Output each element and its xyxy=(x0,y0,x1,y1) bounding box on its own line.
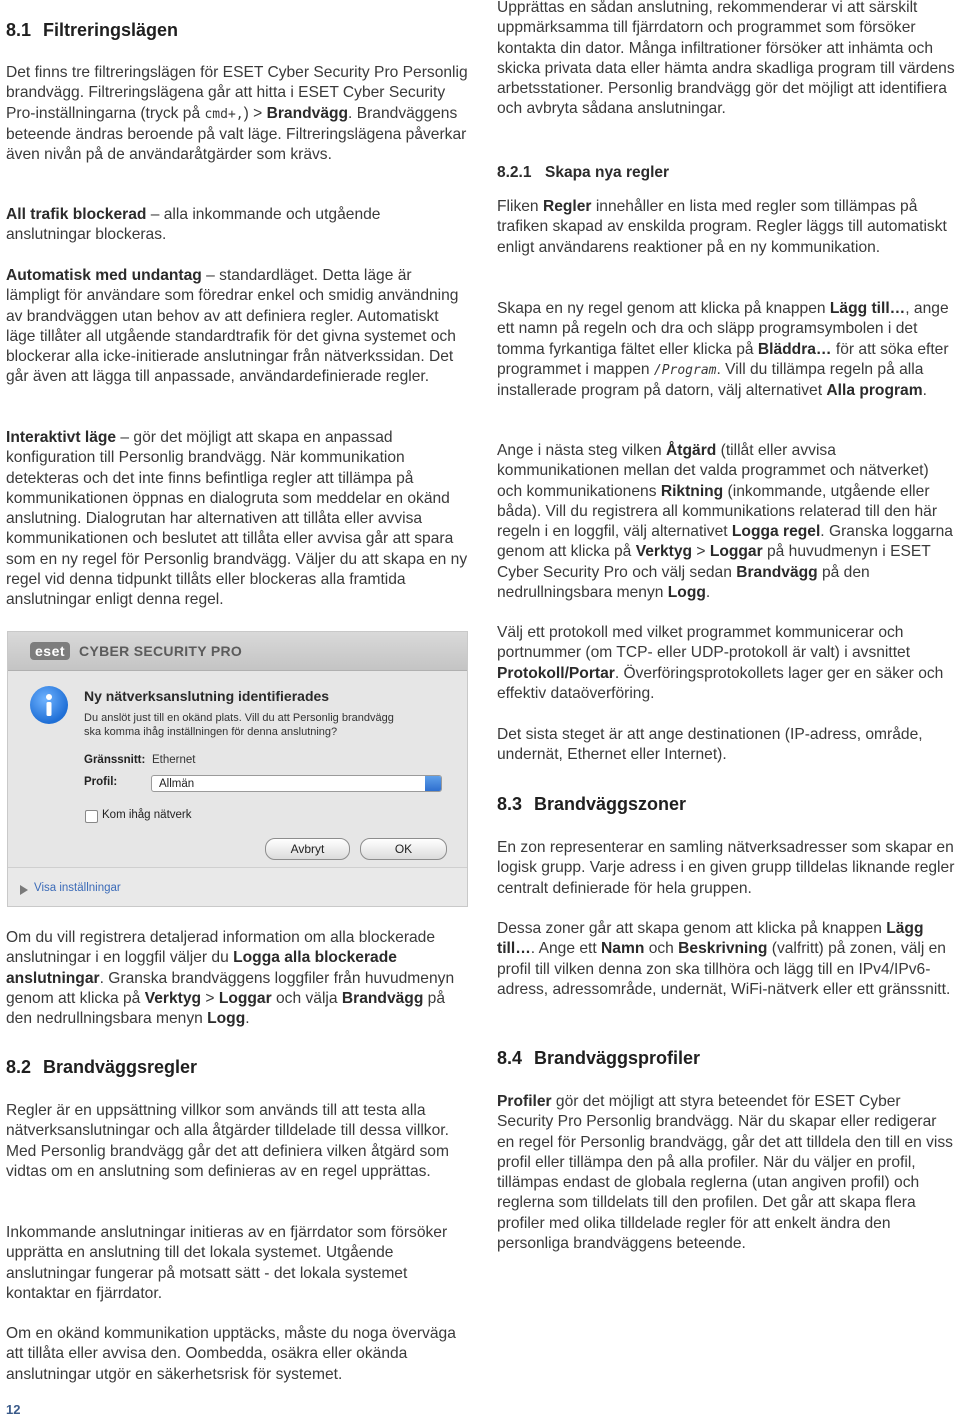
profiles-paragraph: Profiler gör det möjligt att styra beteendet för ESET Cyber Security Pro Personlig brandvägg. När du skapar eller redigerar en regel för Personlig brandvägg, går det att tilldela den till en viss profil eller tillämpa den på alla profiler. När du väljer en profil, tillämpas endast de globala reglerna (utan angiven profil) och reglerna som tilldelats till den profilen. Det går att skapa flera profiler med olika tilldelade regler för att enkelt ändra den personliga brandväggens beteende. xyxy=(497,1093,953,1253)
network-detected-dialog-screenshot xyxy=(7,631,468,907)
profile-select[interactable]: Allmän xyxy=(151,775,442,792)
select-arrows-icon xyxy=(425,776,441,791)
unknown-communication-paragraph: Om en okänd kommunikation upptäcks, måste du noga överväga att tillåta eller avvisa den. Oombedda, osäkra eller okända anslutningar utgör en säkerhetsrisk för systemet. xyxy=(6,1325,456,1383)
cancel-button[interactable]: Avbryt xyxy=(265,838,350,860)
section-8-1-heading: 8.1 Filtreringslägen xyxy=(6,20,179,40)
dialog-footer xyxy=(8,867,467,906)
show-settings-link[interactable]: Visa inställningar xyxy=(34,882,121,894)
interface-label: Gränssnitt: xyxy=(84,754,146,766)
remember-network-checkbox[interactable] xyxy=(85,810,98,823)
suspicious-connection-paragraph: Upprättas en sådan anslutning, rekommenderar vi att särskilt uppmärksamma till fjärrdatorn och programmet som försöker kontakta din dator. Många infiltrationer försöker att inhämta och skicka privata data eller hämta andra skadliga program till värdens arbetsstationer. Personlig brandvägg gör det möjligt att identifiera och avbryta sådana anslutningar. xyxy=(497,0,955,118)
dialog-header xyxy=(8,632,467,671)
section-8-4-heading: 8.4 Brandväggsprofiler xyxy=(497,1048,701,1068)
profile-label: Profil: xyxy=(84,776,118,788)
mode-automatic: Automatisk med undantag – standardläget. Detta läge är lämpligt för användare som föredrar enkel och smidig användning av brandväggen utan behov av att definiera regler. Automatiskt läge tillåter all utgående standardtrafik för det givna systemet och blockerar alla icke-initierade anslutningar från nätverkssidan. Det går även att lägga till anpassade, användardefinierade regler. xyxy=(6,267,459,386)
product-name: CYBER SECURITY PRO xyxy=(79,643,243,659)
section-8-2-heading: 8.2 Brandväggsregler xyxy=(6,1057,198,1077)
rules-tab-paragraph: Fliken Regler innehåller en lista med regler som tillämpas på trafiken skapad av enskilda program. Regler läggs till automatiskt enligt användarens reaktioner på en ny kommunikation. xyxy=(497,198,947,256)
interface-value: Ethernet xyxy=(152,754,196,766)
action-direction-paragraph: Ange i nästa steg vilken Åtgärd (tillåt eller avvisa kommunikationen mellan det valda programmet och nätverket) och kommunikationens Riktning (inkommande, utgående eller båda). Vill du registrera all kommunikations relaterad till den här regeln i en loggfil, välj alternativet Logga regel. Granska loggarna genom att klicka på Verktyg > Loggar på huvudmenyn i ESET Cyber Security Pro och välj sedan Brandvägg på den nedrullningsbara menyn Logg. xyxy=(497,442,953,602)
log-blocked-paragraph: Om du vill registrera detaljerad information om alla blockerade anslutningar i en loggfil väljer du Logga alla blockerade anslutningar. Granska brandväggens loggfiler från huvudmenyn genom att klicka på Verktyg > Loggar och välja Brandvägg på den nedrullningsbara menyn Logg. xyxy=(6,929,455,1028)
create-rule-paragraph: Skapa en ny regel genom att klicka på knappen Lägg till…, ange ett namn på regeln och dra och släpp programsymbolen i det tomma fyrkantiga fältet eller klicka på Bläddra… för att söka efter programmet i mappen /Program. Vill du tillämpa regeln på alla installerade program på datorn, välj alternativet Alla program. xyxy=(497,300,949,400)
section-8-3-heading: 8.3 Brandväggszoner xyxy=(497,794,687,814)
info-icon xyxy=(30,686,68,724)
eset-logo: eset xyxy=(30,642,70,660)
mode-all-blocked: All trafik blockerad – alla inkommande och utgående anslutningar blockeras. xyxy=(6,206,381,244)
disclosure-triangle-icon[interactable] xyxy=(20,885,28,895)
section-8-2-1-heading: 8.2.1 Skapa nya regler xyxy=(497,164,670,181)
create-zone-paragraph: Dessa zoner går att skapa genom att klicka på knappen Lägg till…. Ange ett Namn och Beskrivning (valfritt) på zonen, välj en profil till vilken denna zon ska tillhöra och lägg till en IPv4/IPv6-adress, adressområde, undernät, WiFi-nätverk eller ett gränssnitt. xyxy=(497,920,951,998)
destination-paragraph: Det sista steget är att ange destinationen (IP-adress, område, undernät, Ethernet eller Internet). xyxy=(497,726,923,764)
ok-button[interactable]: OK xyxy=(360,838,447,860)
mode-interactive: Interaktivt läge – gör det möjligt att skapa en anpassad konfiguration till Personlig brandvägg. När kommunikation detekteras och det inte finns befintliga regler att tillämpa på kommunikationen öppnas en dialogruta som meddelar en okänd anslutning. Dialogrutan har alternativen att tillåta eller avvisa kommunikationen och beslutet att tillåta eller avvisa går att spara som en ny regel för Personlig brandvägg. Väljer du att skapa en ny regel vid denna tidpunkt tillåts eller blockeras alla framtida anslutningar enligt denna regel. xyxy=(6,429,468,609)
page-number: 12 xyxy=(6,1402,21,1417)
rules-definition-paragraph: Regler är en uppsättning villkor som används till att testa alla nätverksanslutningar och alla åtgärder tilldelade till dessa villkor. Med Personlig brandvägg går det att definiera vilken åtgärd som vidtas om en anslutning som definieras av en regel upprättas. xyxy=(6,1102,449,1180)
filtering-modes-intro: Det finns tre filtreringslägen för ESET Cyber Security Pro Personlig brandvägg. Filtreringslägena går att hitta i ESET Cyber Security Pro-inställningarna (tryck på cmd+,) > Brandvägg. Brandväggens beteende ändras beroende på valt läge. Filtreringslägena påverkar även nivån på de användaråtgärder som krävs. xyxy=(6,64,468,164)
protocol-paragraph: Välj ett protokoll med vilket programmet kommunicerar och portnummer (om TCP- eller UDP-protokoll är valt) i avsnittet Protokoll/Portar. Överföringsprotokollets lager ger en säker och effektiv dataöverföring. xyxy=(497,624,944,702)
remember-network-label: Kom ihåg nätverk xyxy=(102,809,192,821)
connection-direction-paragraph: Inkommande anslutningar initieras av en fjärrdator som försöker upprätta en anslutning till det lokala systemet. Utgående anslutningar fungerar på motsatt sätt - det lokala systemet kontaktar en fjärrdator. xyxy=(6,1224,448,1302)
dialog-description: Du anslöt just till en okänd plats. Vill du att Personlig brandvägg ska komma ihåg inställningen för denna anslutning? xyxy=(84,712,394,738)
zone-definition-paragraph: En zon representerar en samling nätverksadresser som skapar en logisk grupp. Varje adress i en given grupp tilldelas liknande regler centralt definierade för hela gruppen. xyxy=(497,839,955,897)
dialog-title: Ny nätverksanslutning identifierades xyxy=(84,688,330,704)
